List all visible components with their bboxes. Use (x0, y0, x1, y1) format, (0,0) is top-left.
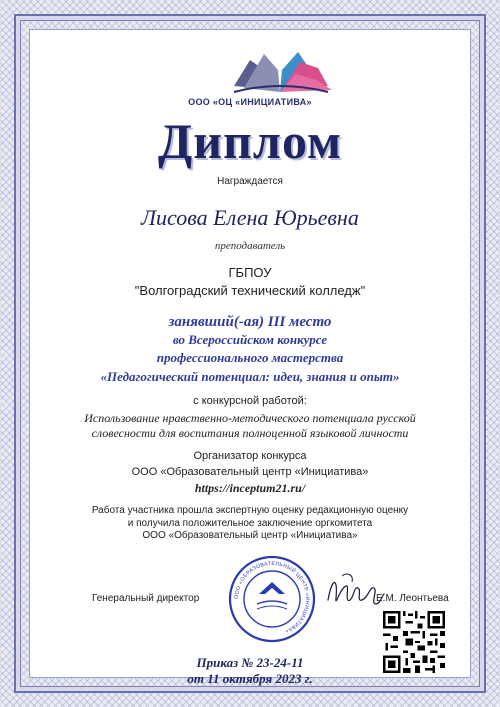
open-book-icon (220, 40, 340, 102)
org-logo-caption: ООО «ОЦ «ИНИЦИАТИВА» (188, 97, 312, 107)
director-name: Е.М. Леонтьева (376, 593, 449, 604)
work-title-line-2: словесности для воспитания полноценной языковой личности (91, 426, 409, 440)
review-line-3: ООО «Образовательный центр «Инициатива» (142, 530, 358, 541)
work-label: с конкурсной работой: (193, 395, 307, 407)
seal-text: ООО «ОБРАЗОВАТЕЛЬНЫЙ ЦЕНТР «ИНИЦИАТИВА» (233, 560, 311, 635)
signature (324, 570, 386, 614)
review-line-2: и получила положительное заключение оргкомитета (127, 518, 373, 529)
place-awarded: занявший(-ая) III место (168, 314, 332, 330)
certificate-title: Диплом (157, 113, 343, 169)
awarded-label: Награждается (217, 176, 283, 187)
svg-text:ООО «ОБРАЗОВАТЕЛЬНЫЙ ЦЕНТР «ИН (234, 561, 310, 634)
contest-name: «Педагогический потенциал: идеи, знания и опыт» (100, 369, 400, 384)
work-title-line-1: Использование нравственно-методического потенциала русской (84, 411, 416, 425)
round-seal-icon (227, 554, 317, 644)
contest-line-2: профессионального мастерства (156, 350, 344, 365)
order-date: от 11 октября 2023 г. (187, 671, 313, 686)
review-line-1: Работа участника прошла экспертную оценку редакционную оценку (91, 505, 409, 516)
director-label: Генеральный директор (92, 593, 200, 604)
institution-name: "Волгоградский технический колледж" (134, 283, 366, 298)
organizer-name: ООО «Образовательный центр «Инициатива» (131, 466, 369, 478)
certificate-content (30, 30, 470, 686)
contest-line-1: во Всероссийском конкурсе (172, 332, 328, 347)
recipient-position: преподаватель (214, 240, 286, 252)
organizer-site: https://inceptum21.ru/ (194, 481, 306, 495)
organizer-label: Организатор конкурса (193, 450, 307, 462)
recipient-name: Лисова Елена Юрьевна (141, 205, 359, 230)
institution-type: ГБПОУ (228, 265, 272, 280)
order-number: Приказ № 23-24-11 (196, 655, 304, 670)
